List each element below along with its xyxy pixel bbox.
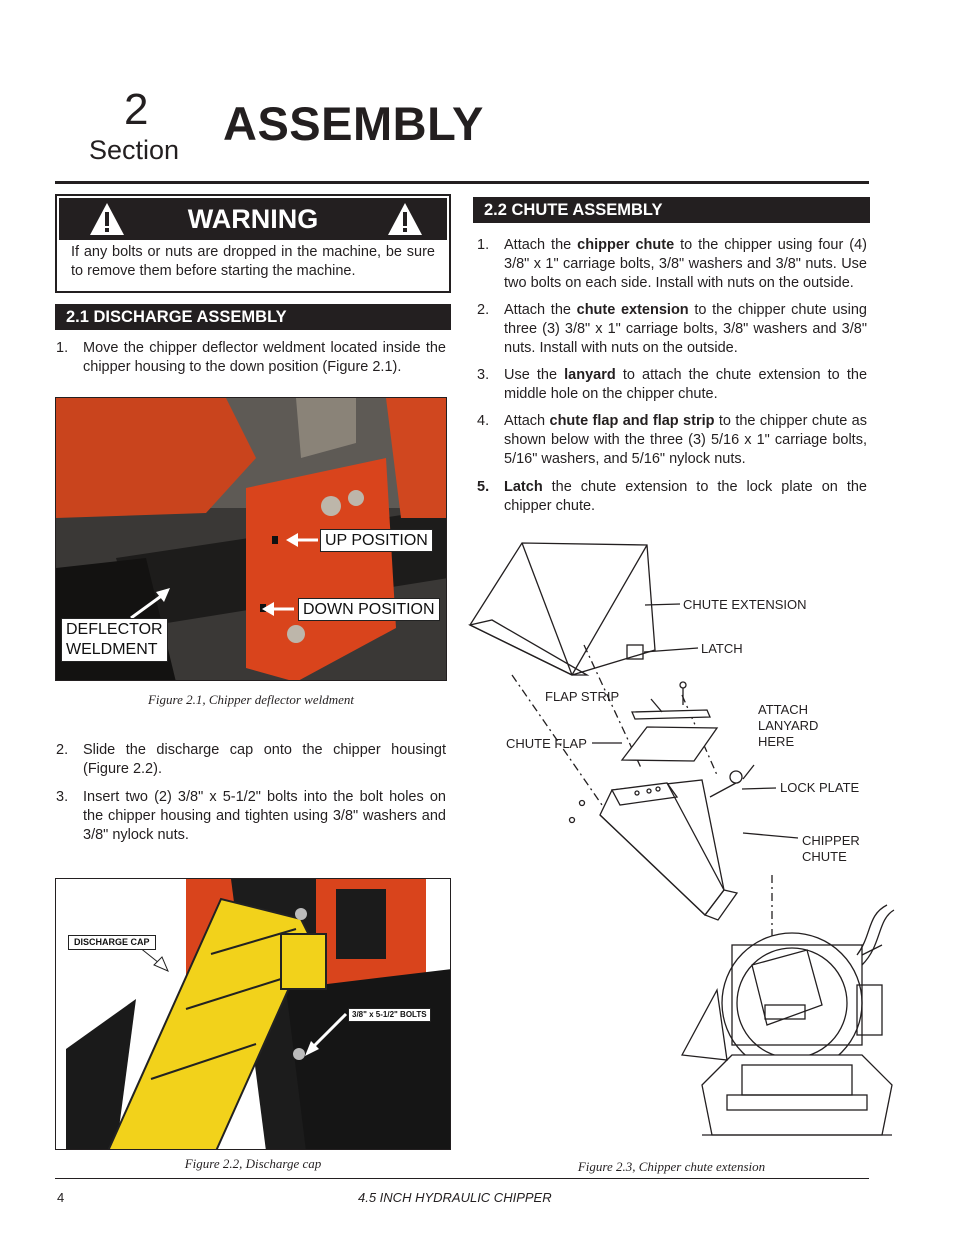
label-attach-lanyard	[758, 702, 818, 750]
step-text-post: to attach the chute extension to the middle hole on the chipper chute.	[504, 367, 868, 402]
label-line: ATTACH	[758, 702, 809, 717]
section-label: Section	[89, 135, 180, 165]
warning-triangle-icon	[387, 202, 423, 236]
step-text: Insert two (2) 3/8" x 5-1/2" bolts into the bolt holes on the chipper housing and tighten using 3/8" washers and 3/8" nylock nuts.	[83, 789, 446, 843]
label-lock-plate: LOCK PLATE	[780, 780, 860, 795]
step-text-bold: chipper chute	[577, 237, 675, 253]
step-number: 4.	[477, 413, 490, 429]
callout-bolts: 3/8" x 5-1/2" BOLTS	[348, 1008, 431, 1022]
footer-title: 4.5 INCH HYDRAULIC CHIPPER	[358, 1190, 552, 1205]
step-text-bold: Latch	[504, 479, 543, 495]
step-number: 3.	[477, 367, 490, 383]
label-line: LANYARD	[758, 718, 819, 733]
callout-deflector-weldment	[61, 618, 168, 662]
figure-caption: Figure 2.2, Discharge cap	[184, 1156, 322, 1171]
label-chute-flap: CHUTE FLAP	[506, 736, 587, 751]
section-heading-chute: 2.2 CHUTE ASSEMBLY	[473, 197, 870, 223]
step-text: Slide the discharge cap onto the chipper housingt (Figure 2.2).	[83, 742, 446, 777]
step-text-post: to the chipper chute using three (3) 3/8" x 1" carriage bolts, 3/8" washers and 3/8" nuts. Install with nuts on the outside.	[504, 302, 867, 356]
step-text: Move the chipper deflector weldment located inside the chipper housing to the down position (Figure 2.1).	[83, 340, 446, 375]
section-heading-discharge: 2.1 DISCHARGE ASSEMBLY	[55, 304, 451, 330]
label-line: HERE	[758, 734, 795, 749]
label-line: CHUTE	[802, 849, 847, 864]
step-text-bold: lanyard	[564, 367, 616, 383]
warning-box	[55, 194, 451, 293]
step-text-post: to the chipper using four (4) 3/8" x 1" carriage bolts, 3/8" washers and 3/8" nuts. Use two bolts on each side. Install with nuts on the outside.	[504, 237, 867, 291]
step-number: 5.	[477, 479, 490, 495]
figure-deflector-weldment	[55, 397, 447, 681]
step-text	[504, 478, 867, 516]
label-latch: LATCH	[701, 641, 743, 656]
label-flap-strip: FLAP STRIP	[545, 689, 620, 704]
step-text-bold: chute flap and flap strip	[549, 413, 715, 429]
step-number: 3.	[56, 789, 69, 805]
warning-header	[59, 198, 447, 240]
step-number: 2.	[477, 302, 490, 318]
label-chipper-chute	[802, 833, 860, 865]
step-text-bold: chute extension	[576, 302, 689, 318]
callout-line: DEFLECTOR	[66, 621, 163, 638]
step-text-post: the chute extension to the lock plate on the chipper chute.	[504, 479, 867, 514]
step-text	[504, 301, 867, 357]
label-line: CHIPPER	[802, 833, 860, 848]
callout-discharge-cap: DISCHARGE CAP	[68, 935, 156, 950]
step-text-post: to the chipper chute as shown below with the three (3) 5/16 x 1" carriage bolts, 5/16" washers, and 5/16" nylock nuts.	[504, 413, 867, 467]
page-title: ASSEMBLY	[223, 97, 484, 150]
callout-up-position: UP POSITION	[320, 529, 433, 552]
step-text	[504, 236, 867, 292]
step-text-pre: Attach the	[504, 237, 578, 253]
label-chute-extension: CHUTE EXTENSION	[683, 597, 807, 612]
callout-down-position: DOWN POSITION	[298, 598, 440, 621]
step-text-pre: Attach	[504, 413, 550, 429]
step-number: 1.	[477, 237, 490, 253]
callout-line: WELDMENT	[66, 641, 158, 658]
step-number: 2.	[56, 742, 69, 758]
step-number: 1.	[56, 340, 69, 356]
step-text	[504, 366, 867, 404]
step-text-pre: Use the	[504, 367, 565, 383]
warning-text: If any bolts or nuts are dropped in the machine, be sure to remove them before starting the machine.	[71, 244, 435, 279]
figure-caption: Figure 2.1, Chipper deflector weldment	[147, 692, 355, 707]
figure-caption: Figure 2.3, Chipper chute extension	[577, 1159, 766, 1174]
warning-title: WARNING	[187, 204, 319, 234]
figure-discharge-cap	[55, 878, 451, 1150]
section-number: 2	[124, 85, 149, 134]
footer-rule	[55, 1178, 869, 1179]
step-text-pre: Attach the	[504, 302, 577, 318]
page-number: 4	[57, 1190, 65, 1205]
header-rule	[55, 181, 869, 184]
step-text	[504, 412, 867, 468]
